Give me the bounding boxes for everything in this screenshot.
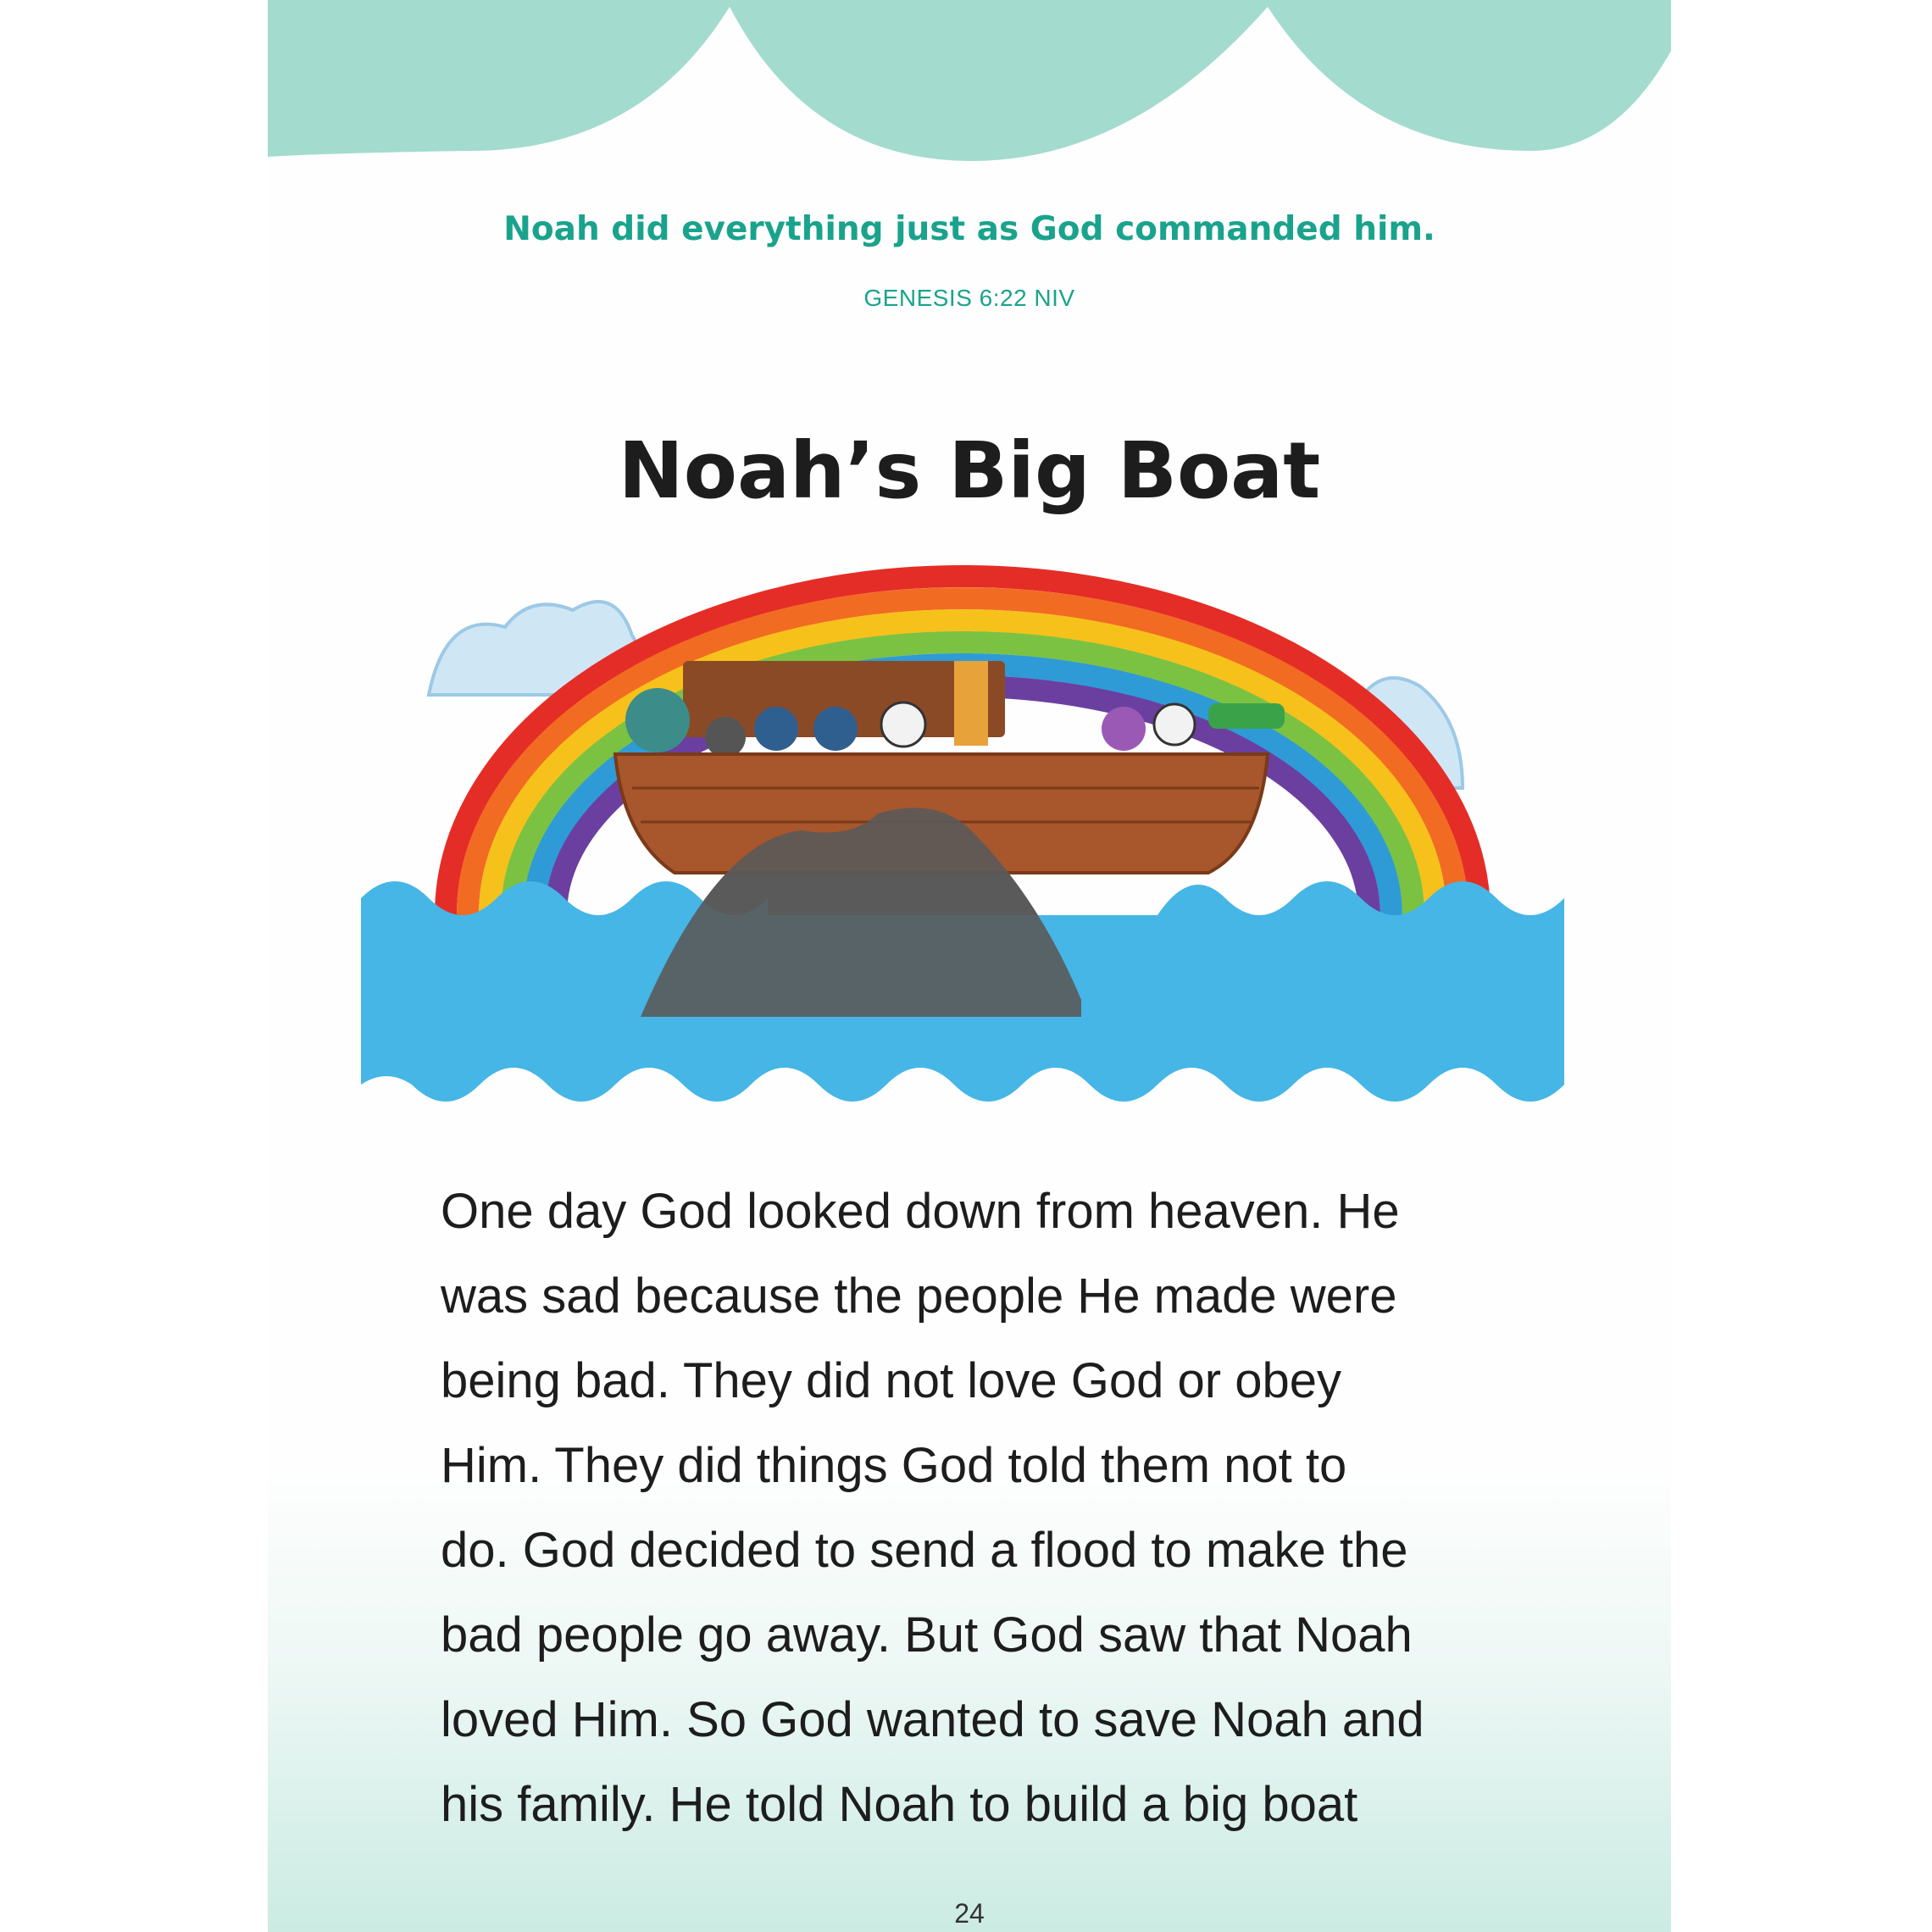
memory-verse: Noah did everything just as God commanded him. [503,210,1435,248]
verse-reference: GENESIS 6:22 NIV [863,285,1075,311]
story-line: bad people go away. But God saw that Noah [441,1607,1413,1663]
story-line: do. God decided to send a flood to make the [441,1523,1408,1578]
story-line: loved Him. So God wanted to save Noah and [441,1692,1424,1747]
story-title: Noah’s Big Boat [618,425,1321,516]
story-line: was sad because the people He made were [441,1269,1397,1324]
book-page [268,0,1671,1932]
story-line: his family. He told Noah to build a big boat [441,1777,1358,1832]
story-line: Him. They did things God told them not to [441,1438,1347,1493]
page-number: 24 [954,1898,985,1929]
noah-ark-illustration [361,559,1564,1119]
story-text [441,1169,1508,1847]
story-line: One day God looked down from heaven. He [441,1184,1400,1239]
story-line: being bad. They did not love God or obey [441,1353,1342,1408]
scallop-header-decoration [268,0,1671,169]
